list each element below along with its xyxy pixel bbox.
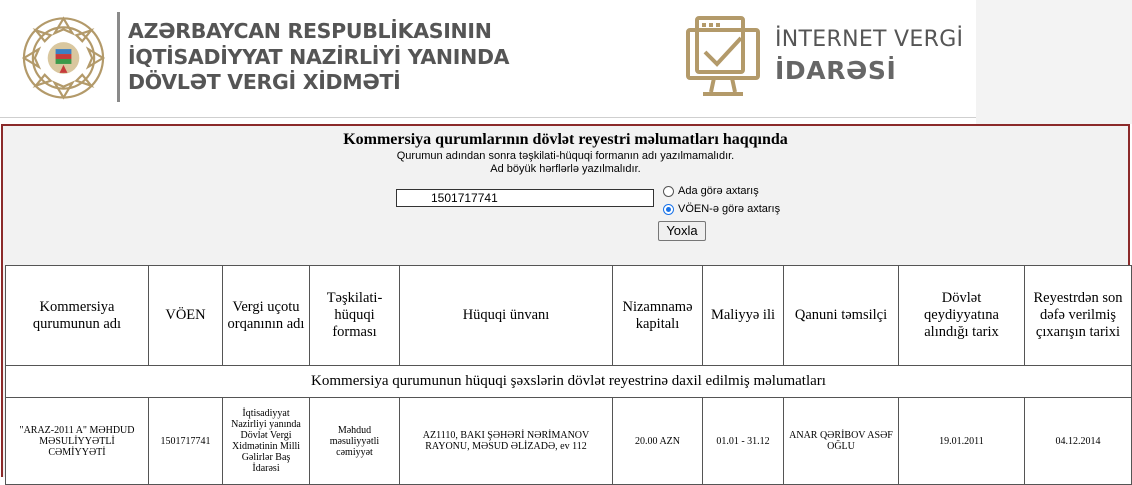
- radio-checked-icon[interactable]: [663, 204, 674, 215]
- radio-search-by-name[interactable]: [663, 185, 759, 197]
- col-header-capital: Nizamnamə kapitalı: [613, 266, 703, 366]
- cell-registration-date: 19.01.2011: [899, 398, 1025, 485]
- org-name: [128, 19, 509, 96]
- site-header: [0, 0, 976, 118]
- search-panel: [1, 124, 1130, 477]
- col-header-voen: VÖEN: [149, 266, 223, 366]
- portal-title: [775, 26, 963, 88]
- header-side-area: [976, 0, 1132, 124]
- col-header-extract-date: Reyestrdən son dəfə verilmiş çıxarışın tarixi: [1025, 266, 1132, 366]
- search-input[interactable]: 1501717741: [396, 189, 654, 207]
- radio-label-voen: VÖEN-ə görə axtarış: [678, 203, 781, 215]
- cell-legal-form: Məhdud məsuliyyətli cəmiyyət: [310, 398, 400, 485]
- org-line-1: AZƏRBAYCAN RESPUBLİKASININ: [128, 19, 492, 43]
- org-line-3: DÖVLƏT VERGİ XİDMƏTİ: [128, 70, 401, 94]
- cell-tax-office: İqtisadiyyat Nazirliyi yanında Dövlət Vergi Xidmətinin Milli Gəlirlər Baş İdarəsi: [223, 398, 310, 485]
- col-header-representative: Qanuni təmsilçi: [784, 266, 899, 366]
- state-emblem-icon: [21, 13, 106, 103]
- table-caption: Kommersiya qurumunun hüquqi şəxslərin dövlət reyestrinə daxil edilmiş məlumatları: [6, 366, 1132, 398]
- results-table-wrap: [5, 265, 1129, 485]
- header-divider: [117, 12, 120, 102]
- cell-fiscal-year: 01.01 - 31.12: [703, 398, 784, 485]
- portal-title-line-1: İNTERNET VERGİ: [775, 27, 964, 52]
- table-row: [6, 398, 1132, 485]
- col-header-fiscal-year: Maliyyə ili: [703, 266, 784, 366]
- portal-title-line-2: İDARƏSİ: [775, 56, 897, 85]
- search-title: Kommersiya qurumlarının dövlət reyestri məlumatları haqqında: [343, 131, 788, 148]
- col-header-legal-form: Təşkilati-hüquqi forması: [310, 266, 400, 366]
- search-form: [3, 130, 1128, 176]
- check-button[interactable]: Yoxla: [658, 221, 706, 241]
- cell-extract-date: 04.12.2014: [1025, 398, 1132, 485]
- col-header-address: Hüquqi ünvanı: [400, 266, 613, 366]
- table-header-row: [6, 266, 1132, 366]
- search-note-1: Qurumun adından sonra təşkilati-hüquqi formanın adı yazılmamalıdır.: [396, 150, 735, 162]
- results-table: [5, 265, 1132, 485]
- cell-voen: 1501717741: [149, 398, 223, 485]
- cell-representative: ANAR QƏRİBOV ASƏF OĞLU: [784, 398, 899, 485]
- cell-capital: 20.00 AZN: [613, 398, 703, 485]
- radio-label-name: Ada görə axtarış: [678, 185, 759, 197]
- radio-search-by-voen[interactable]: [663, 203, 780, 215]
- search-note-2: Ad böyük hərflərlə yazılmalıdır.: [490, 163, 641, 175]
- org-line-2: İQTİSADİYYAT NAZİRLİYİ YANINDA: [128, 44, 510, 69]
- cell-name: "ARAZ-2011 A" MƏHDUD MƏSULİYYƏTLİ CƏMİYYƏTİ: [6, 398, 149, 485]
- col-header-registration-date: Dövlət qeydiyyatına alındığı tarix: [899, 266, 1025, 366]
- cell-address: AZ1110, BAKI ŞƏHƏRİ NƏRİMANOV RAYONU, MƏSUD ƏLİZADƏ, ev 112: [400, 398, 613, 485]
- monitor-checkmark-icon: [685, 16, 760, 98]
- col-header-name: Kommersiya qurumunun adı: [6, 266, 149, 366]
- table-caption-row: [6, 366, 1132, 398]
- col-header-tax-office: Vergi uçotu orqanının adı: [223, 266, 310, 366]
- radio-circle-icon[interactable]: [663, 186, 674, 197]
